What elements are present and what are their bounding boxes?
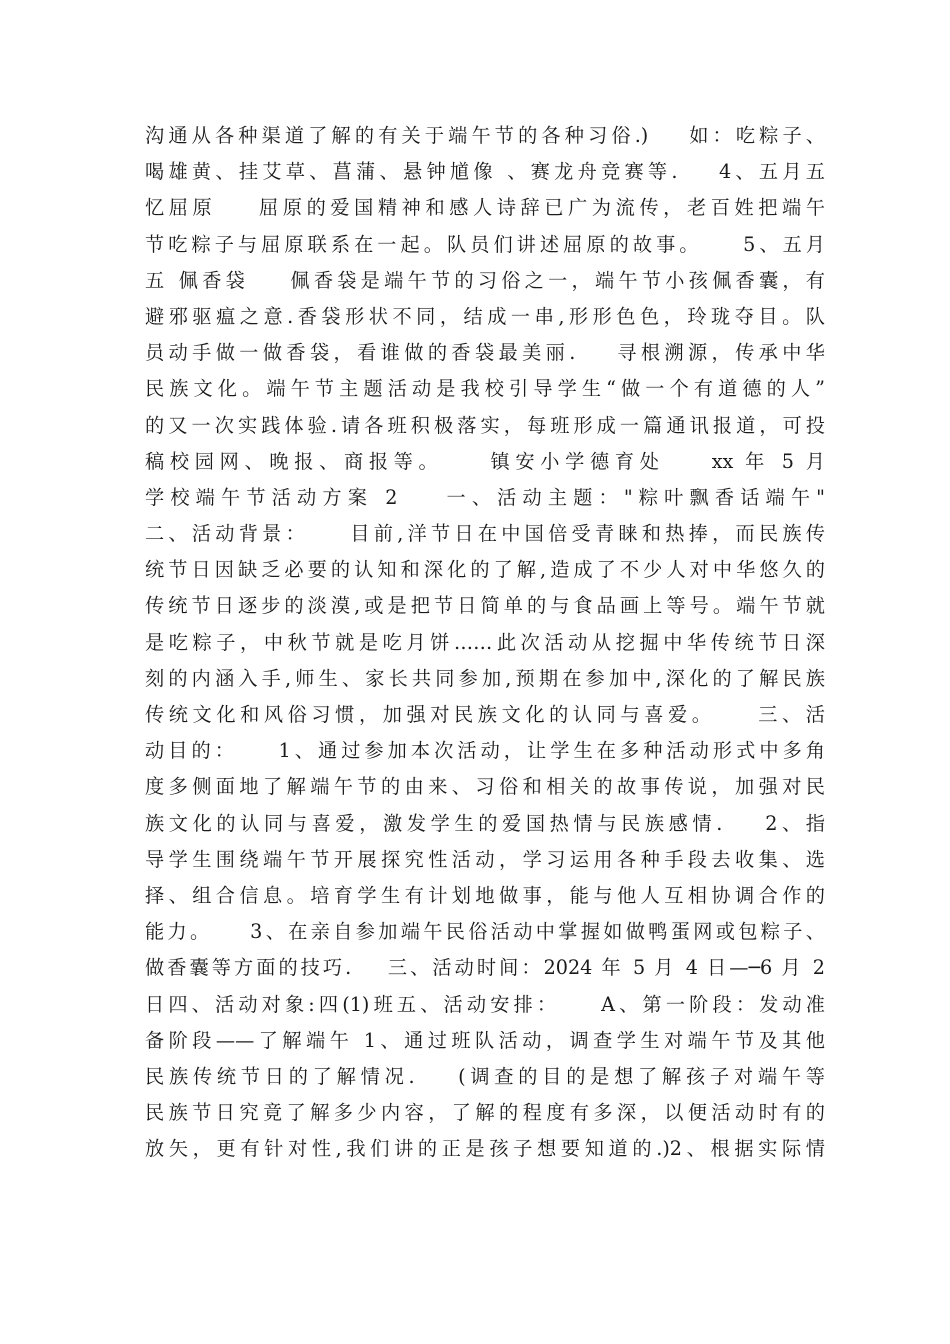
text-line: 刻的内涵入手,师生、家长共同参加,预期在参加中,深化的了解民族 bbox=[145, 666, 825, 690]
text-line: 动目的： 1、通过参加本次活动，让学生在多种活动形式中多角 bbox=[145, 739, 825, 763]
text-line: 民族传统节日的了解情况. (调查的目的是想了解孩子对端午等 bbox=[145, 1064, 825, 1088]
text-line: 日四、活动对象:四(1)班五、活动安排： A、第一阶段：发动准 bbox=[145, 992, 825, 1016]
text-line: 民族节日究竟了解多少内容，了解的程度有多深，以便活动时有的 bbox=[145, 1101, 825, 1125]
section-heading-line: 学校端午节活动方案 2 一、活动主题："粽叶飘香话端午" bbox=[145, 485, 825, 509]
text-line: 度多侧面地了解端午节的由来、习俗和相关的故事传说，加强对民 bbox=[145, 775, 825, 799]
text-line: 忆屈原 屈原的爱国精神和感人诗辞已广为流传，老百姓把端午 bbox=[145, 196, 825, 220]
text-line: 节吃粽子与屈原联系在一起。队员们讲述屈原的故事。 5、五月 bbox=[145, 232, 825, 256]
text-line: 稿校园网、晚报、商报等。 镇安小学德育处 xx 年 5 月 bbox=[145, 449, 825, 473]
text-line: 避邪驱瘟之意.香袋形状不同，结成一串,形形色色，玲珑夺目。队 bbox=[145, 304, 825, 328]
text-line: 五 佩香袋 佩香袋是端午节的习俗之一，端午节小孩佩香囊，有 bbox=[145, 268, 825, 292]
text-line: 能力。 3、在亲自参加端午民俗活动中掌握如做鸭蛋网或包粽子、 bbox=[145, 920, 825, 944]
text-line: 族文化的认同与喜爱，激发学生的爱国热情与民族感情. 2、指 bbox=[145, 811, 825, 835]
text-line: 统节日因缺乏必要的认知和深化的了解,造成了不少人对中华悠久的 bbox=[145, 558, 825, 582]
text-line: 传统节日逐步的淡漠,或是把节日简单的与食品画上等号。端午节就 bbox=[145, 594, 825, 618]
text-line: 择、组合信息。培育学生有计划地做事，能与他人互相协调合作的 bbox=[145, 883, 825, 907]
text-line: 传统文化和风俗习惯，加强对民族文化的认同与喜爱。 三、活 bbox=[145, 703, 825, 726]
text-line: 导学生围绕端午节开展探究性活动，学习运用各种手段去收集、选 bbox=[145, 847, 825, 871]
text-line: 二、活动背景： 目前,洋节日在中国倍受青睐和热捧，而民族传 bbox=[145, 522, 825, 546]
body-text bbox=[145, 118, 825, 1167]
text-line: 沟通从各种渠道了解的有关于端午节的各种习俗.) 如：吃粽子、 bbox=[145, 124, 825, 147]
text-line: 的又一次实践体验.请各班积极落实，每班形成一篇通讯报道，可投 bbox=[145, 413, 825, 437]
text-line: 做香囊等方面的技巧. 三、活动时间：2024 年 5 月 4 日—─6 月 2 bbox=[145, 956, 825, 980]
text-line: 备阶段——了解端午 1、通过班队活动，调查学生对端午节及其他 bbox=[145, 1028, 825, 1052]
text-line: 民族文化。端午节主题活动是我校引导学生“做一个有道德的人” bbox=[145, 377, 825, 401]
text-line: 喝雄黄、挂艾草、菖蒲、悬钟馗像 、赛龙舟竞赛等. 4、五月五 bbox=[145, 160, 825, 184]
text-line: 是吃粽子，中秋节就是吃月饼……此次活动从挖掘中华传统节日深 bbox=[145, 630, 825, 654]
text-line: 放矢，更有针对性,我们讲的正是孩子想要知道的.)2、根据实际情 bbox=[145, 1137, 825, 1161]
text-line: 员动手做一做香袋，看谁做的香袋最美丽. 寻根溯源，传承中华 bbox=[145, 341, 825, 365]
